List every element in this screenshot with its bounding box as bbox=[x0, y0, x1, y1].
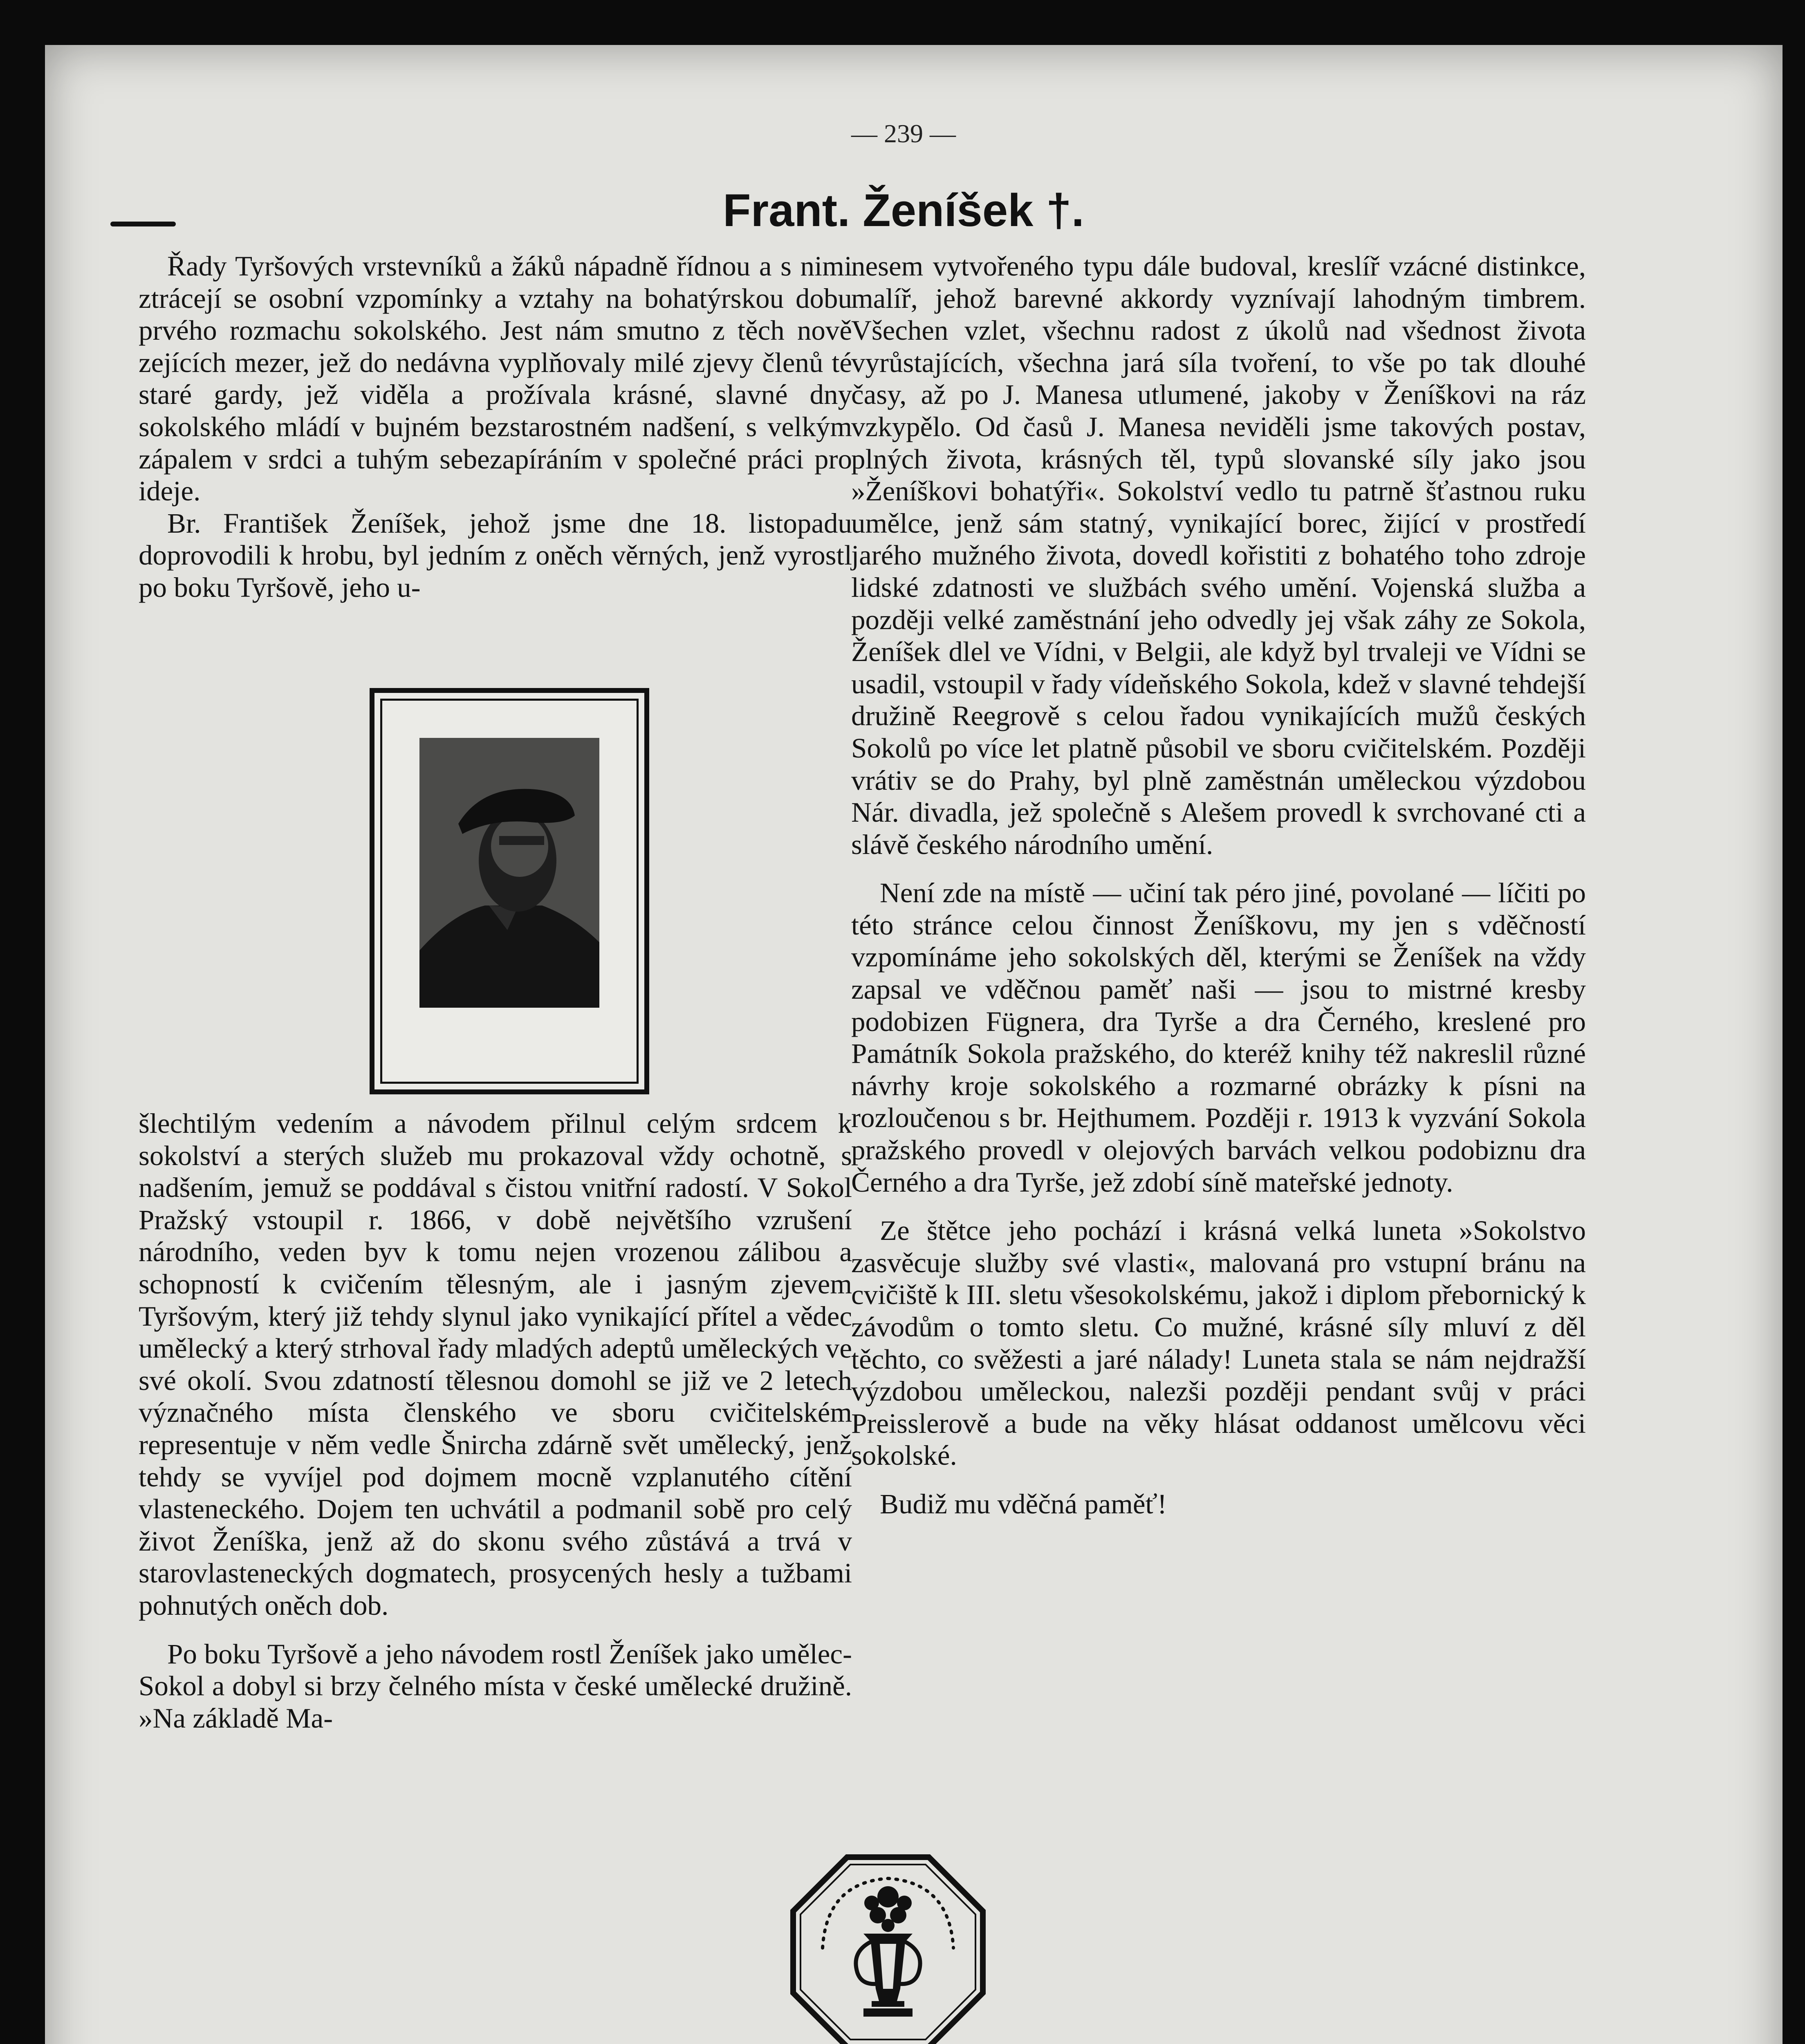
article-title: Frant. Ženíšek †. bbox=[723, 185, 1084, 236]
right-column bbox=[851, 250, 1586, 1520]
page-number: — 239 — bbox=[851, 119, 956, 148]
paragraph: šlechtilým vedením a návodem přilnul celým srdcem k sokolství a sterých služeb mu prokazoval vždy ochotně, s nadšením, jemuž se poddával s čistou vnitřní radostí. V Sokol Pražský vstoupil r. 1866, v době největšího vzrušení národního, veden byv k tomu nejen vrozenou zálibou a schopností k cvičením tělesným, ale i jasným zjevem Tyršovým, který již tehdy slynul jako vynikající přítel a vědec umělecký a který strhoval řady mladých adeptů uměleckých ve své okolí. Svou zdatností tělesnou domohl se již ve 2 letech význačného místa členského ve sboru cvičitelském representuje v něm vedle Šnircha zdárně svět umělecký, jenž tehdy se vyvíjel pod dojmem mocně vzplanutého cítění vlasteneckého. Dojem ten uchvátil a podmanil sobě pro celý život Ženíška, jenž až do skonu svého zůstává a trvá v starovlasteneckých dogmatech, prosycených hesly a tužbami pohnutých oněch dob. bbox=[139, 1108, 852, 1621]
paragraph: Řady Tyršových vrstevníků a žáků nápadně řídnou a s nimi ztrácejí se osobní vzpomínky a vztahy na bohatýrskou dobu prvého rozmachu sokolského. Jest nám smutno z těch nově zejících mezer, jež do nedávna vyplňovaly milé zjevy členů té staré gardy, jež viděla a prožívala krásné, slavné dny sokolského mládí v bujném bezstarostném nadšení, s velkým zápalem v srdci a tuhým sebezapíráním v společné práci pro ideje. bbox=[139, 251, 852, 507]
paragraph: nesem vytvořeného typu dále budoval, kreslíř vzácné distinkce, malíř, jehož barevné akkordy vyznívají lahodným timbrem. Všechen vzlet, všechnu radost z úkolů nad všednost života vyrůstajících, všechna jará síla tvoření, to vše po tak dlouhé časy, až po J. Manesa utlumené, jakoby v Ženíškovi na ráz vzkypělo. Od časů J. Manesa neviděli jsme takových postav, plných života, krásných těl, typů slovanské síly jako jsou »Ženíškovi bohatýři«. Sokolství vedlo tu patrně šťastnou ruku umělce, jenž sám statný, vynikající borec, žijící v prostředí jarého mužného života, dovedl kořistiti z bohatého toho zdroje lidské zdatnosti ve službách svého umění. Vojenská služba a později velké zaměstnání jeho odvedly jej však záhy ze Sokola, Ženíšek dlel ve Vídni, v Belgii, ale když byl trvaleji ve Vídni se usadil, vstoupil v řady vídeňského Sokola, kdež v slavné tehdejší družině Reegrově s celou řadou vynikajících mužů českých Sokolů po více let platně působil ve sboru cvičitelském. Později vrátiv se do Prahy, byl plně zaměstnán uměleckou výzdobou Nár. divadla, jež společně s Alešem provedl k svrchované cti a slávě českého národního umění. bbox=[851, 251, 1586, 860]
paragraph: Po boku Tyršově a jeho návodem rostl Ženíšek jako umělec-Sokol a dobyl si brzy čelného místa v české umělecké družině. »Na základě Ma- bbox=[139, 1638, 852, 1734]
paragraph: Br. František Ženíšek, jehož jsme dne 18. listopadu doprovodili k hrobu, byl jedním z oněch věrných, jenž vyrostl po boku Tyršově, jeho u- bbox=[139, 507, 852, 603]
paragraph: Ze štětce jeho pochází i krásná velká luneta »Sokolstvo zasvěcuje služby své vlasti«, malovaná pro vstupní bránu na cvičiště k III. sletu všesokolskému, jakož i diplom přebornický k závodům o tomto sletu. Co mužné, krásné síly mluví z děl těchto, co svěžesti a jaré nálady! Luneta stala se nám nejdražší výzdobou uměleckou, nalezši později pendant svůj v práci Preisslerově a bude na věky hlásat oddanost umělcovu věci sokolské. bbox=[851, 1215, 1586, 1471]
portrait-photo bbox=[419, 738, 599, 1008]
left-column-bottom bbox=[139, 1107, 852, 1734]
left-column-top bbox=[139, 250, 852, 604]
paragraph: Není zde na místě — učiní tak péro jiné, povolané — líčiti po této stránce celou činnost Ženíškovu, my jen s vděčností vzpomínáme jeho sokolských děl, kterými se Ženíšek na vždy zapsal ve vděčnou paměť naši — jsou to mistrné kresby podobizen Fügnera, dra Tyrše a dra Černého, kreslené pro Památník Sokola pražského, do kteréž knihy též nakreslil různé návrhy kroje sokolského a rozmarné obrázky k písni na rozloučenou s br. Hejthumem. Později r. 1913 k vyzvání Sokola pražského provedl v olejových barvách velkou podobiznu dra Černého a dra Tyrše, jež zdobí síně mateřské jednoty. bbox=[851, 877, 1586, 1198]
vase-ornament-icon bbox=[790, 1854, 986, 2044]
portrait-frame bbox=[370, 688, 649, 1094]
margin-rule bbox=[110, 222, 176, 226]
paragraph: Budiž mu vděčná paměť! bbox=[880, 1488, 1167, 1520]
